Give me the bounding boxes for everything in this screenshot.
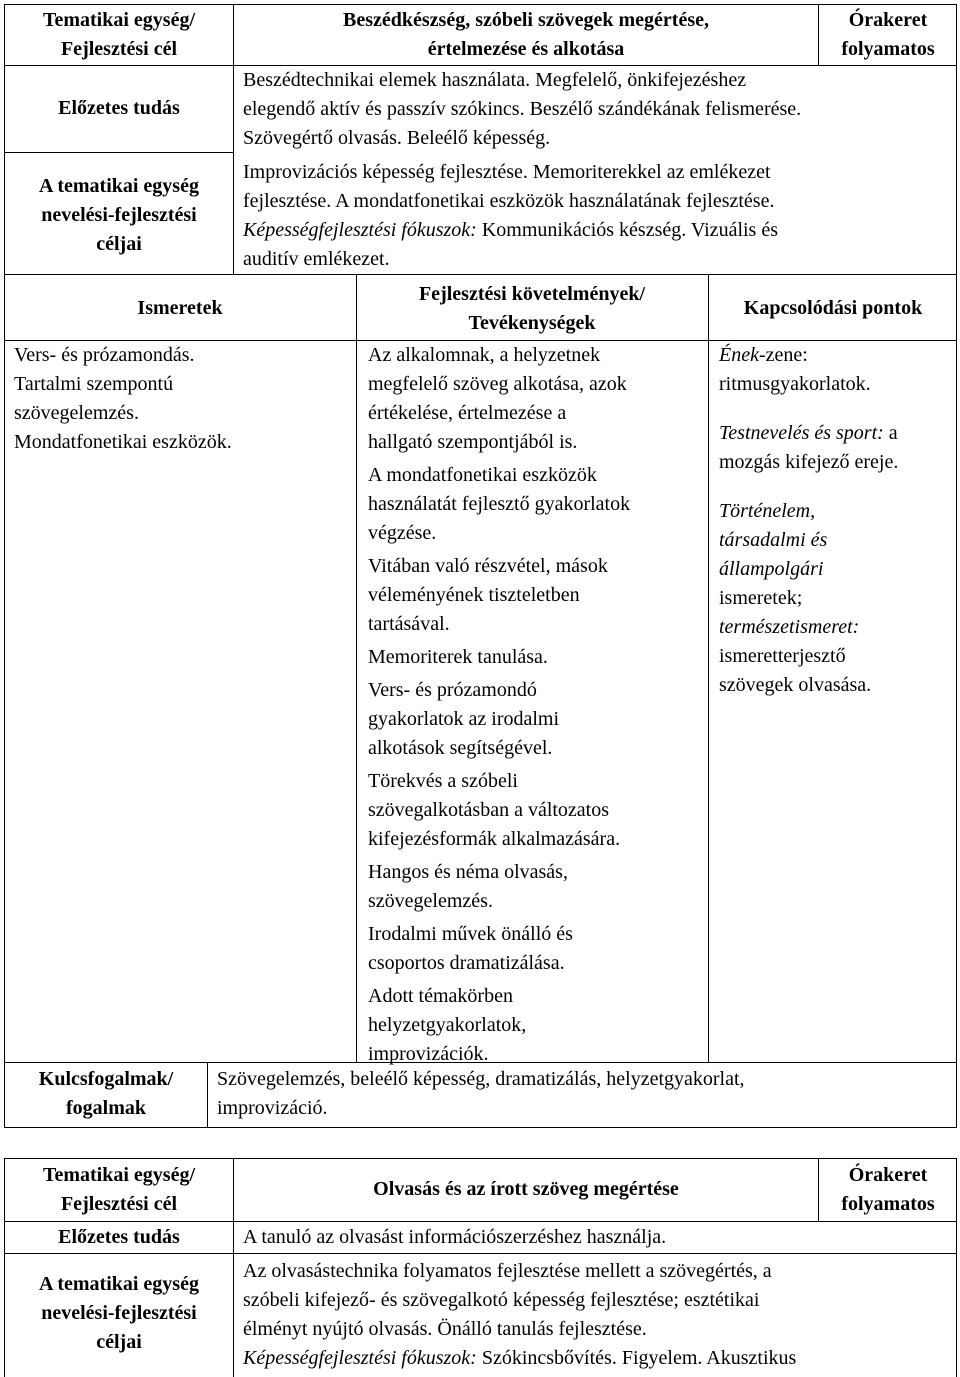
table2-col-divider	[233, 1158, 234, 1377]
table1-border-bottom	[4, 1127, 957, 1128]
list-item: Vitában való részvétel, mások véleményének tiszteletben tartásával.	[368, 555, 608, 635]
table2-hours: Órakeret folyamatos	[841, 1164, 935, 1215]
table2-row-divider	[4, 1221, 957, 1222]
table1-col-divider	[708, 274, 709, 1062]
table1-prior-knowledge-label: Előzetes tudás	[58, 97, 180, 119]
list-item: Vers- és prózamondó gyakorlatok az irodalmi alkotások segítségével.	[368, 679, 560, 759]
table1-unit-title: Beszédkészség, szóbeli szövegek megértése, értelmezése és alkotása	[343, 9, 709, 60]
table2-col-divider	[818, 1158, 819, 1221]
conn-subject: Testnevelés és sport:	[719, 422, 884, 444]
keywords-label: Kulcsfogalmak/ fogalmak	[38, 1068, 174, 1119]
table1-col-divider	[207, 1062, 208, 1127]
conn-subject: Ének	[719, 344, 759, 366]
table1-goals-label: A tematikai egység nevelési-fejlesztési céljai	[39, 175, 199, 255]
list-item: Adott témakörben helyzetgyakorlatok, improvizációk.	[368, 985, 527, 1065]
conn-text: -zene:	[758, 344, 808, 366]
focus-text: Szókincsbővítés. Figyelem. Akusztikus	[476, 1347, 797, 1369]
table1-col-divider	[818, 4, 819, 65]
list-item: Memoriterek tanulása.	[368, 646, 548, 668]
table2-goals-text: Az olvasástechnika folyamatos fejlesztése mellett a szövegértés, a szóbeli kifejező- és szövegalkotó képesség fejlesztése; esztétikai élményt nyújtó olvasás. Önálló tanulás fejlesztése. Képességfejlesztési fókuszok: Szókincsbővítés. Figyelem. Akusztikus	[243, 1260, 797, 1369]
table2-row-divider	[4, 1253, 957, 1254]
table2-prior-knowledge-label: Előzetes tudás	[58, 1226, 180, 1248]
table2-prior-knowledge-text: A tanuló az olvasást információszerzéshez használja.	[243, 1226, 667, 1248]
table1-row-divider	[4, 274, 957, 275]
knowledge-list: Vers- és prózamondás. Tartalmi szempontú szövegelemzés. Mondatfonetikai eszközök.	[14, 344, 232, 453]
col-header-knowledge: Ismeretek	[137, 297, 223, 319]
table2-goals-label: A tematikai egység nevelési-fejlesztési céljai	[39, 1273, 199, 1353]
list-item: A mondatfonetikai eszközök használatát fejlesztő gyakorlatok végzése.	[368, 464, 631, 544]
table1-border-top	[4, 4, 957, 5]
requirements-list	[368, 341, 706, 1069]
table1-prior-knowledge-text: Beszédtechnikai elemek használata. Megfelelő, önkifejezéshez elegendő aktív és passzív szókincs. Beszélő szándékának felismerése. Szövegértő olvasás. Beleélő képesség.	[243, 69, 802, 149]
list-item: Hangos és néma olvasás, szövegelemzés.	[368, 861, 568, 912]
list-item: Az alkalomnak, a helyzetnek megfelelő szöveg alkotása, azok értékelése, értelmezése a hallgató szempontjából is.	[368, 344, 627, 453]
table1-col-divider	[356, 274, 357, 1062]
conn-text: a	[883, 422, 898, 444]
col-header-requirements: Fejlesztési követelmények/ Tevékenységek	[418, 283, 646, 334]
table1-goals-text: Improvizációs képesség fejlesztése. Memoriterekkel az emlékezet fejlesztése. A mondatfonetikai eszközök használatának fejlesztése. Képességfejlesztési fókuszok: Kommunikációs készség. Vizuális és auditív emlékezet.	[243, 161, 778, 270]
table1-row-divider	[4, 152, 233, 153]
table2-unit-label: Tematikai egység/ Fejlesztési cél	[42, 1164, 196, 1215]
keywords-text: Szövegelemzés, beleélő képesség, dramatizálás, helyzetgyakorlat, improvizáció.	[217, 1068, 745, 1119]
focus-label: Képességfejlesztési fókuszok:	[243, 219, 477, 241]
focus-label: Képességfejlesztési fókuszok:	[243, 1347, 477, 1369]
col-header-connections: Kapcsolódási pontok	[743, 297, 923, 319]
table1-unit-label: Tematikai egység/ Fejlesztési cél	[42, 9, 196, 60]
table1-col-divider	[233, 4, 234, 274]
table1-border-right	[956, 4, 957, 1127]
focus-text: Kommunikációs készség. Vizuális és	[476, 219, 778, 241]
list-item: Törekvés a szóbeli szövegalkotásban a változatos kifejezésformák alkalmazására.	[368, 770, 621, 850]
table2-unit-title: Olvasás és az írott szöveg megértése	[373, 1178, 679, 1200]
table2-border-right	[956, 1158, 957, 1377]
table1-hours: Órakeret folyamatos	[841, 9, 935, 60]
table2-border-left	[4, 1158, 5, 1377]
table1-border-left	[4, 4, 5, 1127]
connections-list: Ének-zene: ritmusgyakorlatok. Testnevelés és sport: a mozgás kifejező ereje. Történelem, társadalmi és állampolgári ismeretek; természetismeret: ismeretterjesztő szövegek olvasása.	[719, 344, 899, 696]
list-item: Irodalmi művek önálló és csoportos dramatizálása.	[368, 923, 573, 974]
table2-border-top	[4, 1158, 957, 1159]
